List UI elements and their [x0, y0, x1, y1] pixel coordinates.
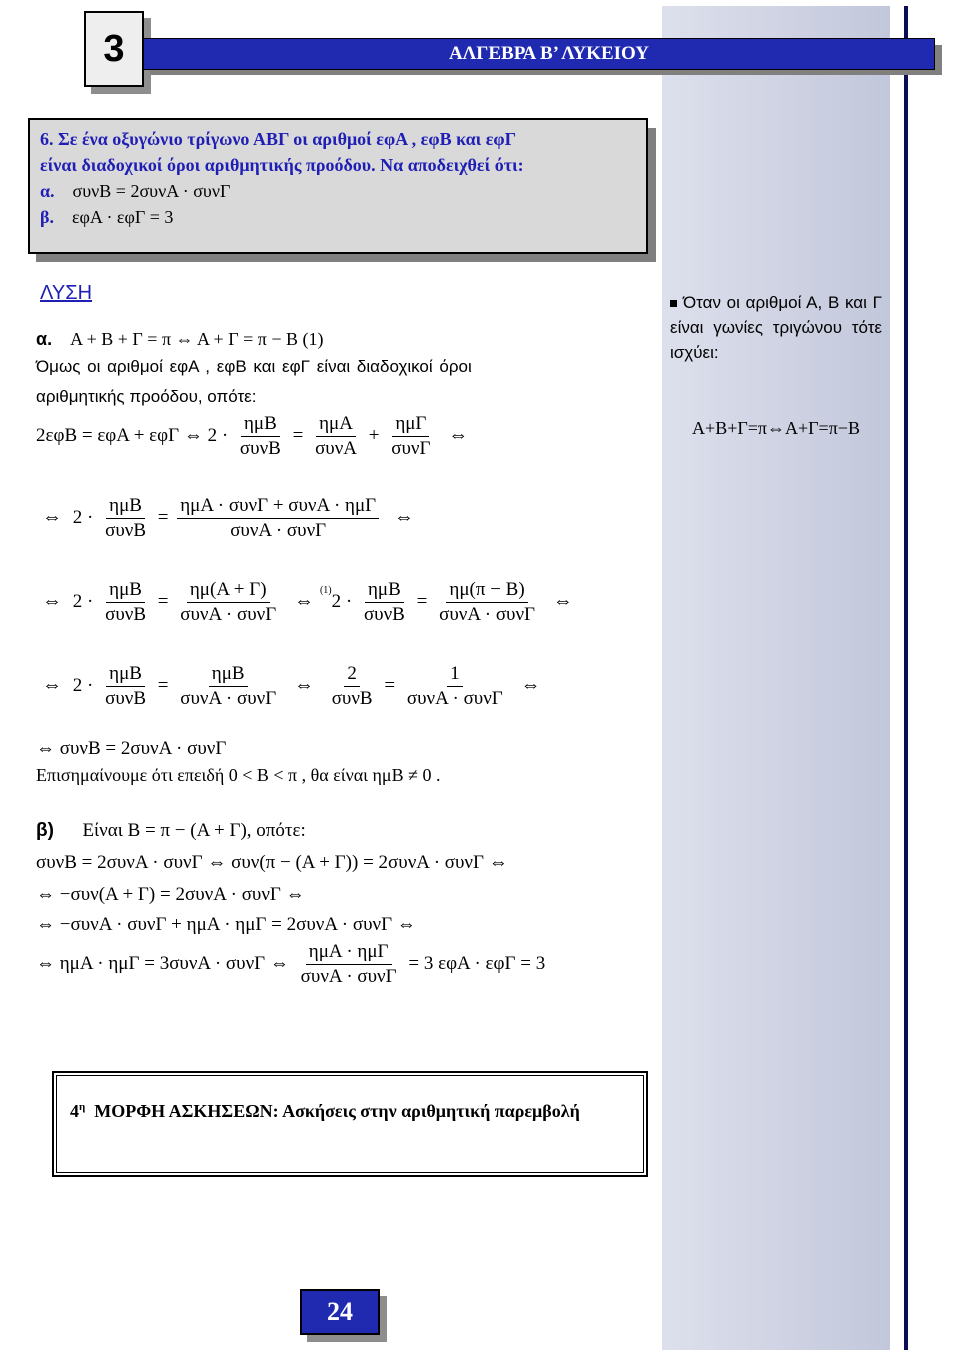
iff-arrow-icon: ⇔ — [42, 673, 62, 696]
equation-reference: (1) — [319, 584, 332, 596]
denominator: συνΑ · συνΓ — [230, 520, 327, 541]
equation-3: ⇔ 2 · ημΒ συνΒ = ημ(Α + Γ) συνΑ · συνΓ ⇔ $^{(1)}$2 · ημΒ συνΒ = ημ(π − Β) συνΑ · συνΓ ⇔ — [42, 579, 573, 625]
solution-heading: ΛΥΣΗ — [40, 282, 93, 304]
denominator: συνΑ · συνΓ — [406, 688, 503, 709]
denominator: συνΒ — [239, 438, 281, 459]
fraction — [177, 662, 279, 711]
fraction — [329, 662, 376, 711]
iff-arrow-icon: ⇔ — [552, 589, 573, 612]
numerator: ημΑ — [316, 412, 356, 437]
numerator: ημ(Α + Γ) — [187, 578, 270, 603]
denominator: συνΓ — [391, 438, 431, 459]
fraction — [388, 412, 433, 461]
part-a-eq-1: Α + Β + Γ = π ⇔ Α + Γ = π − Β (1) — [70, 329, 324, 349]
equation-1: 2εφΒ = εφΑ + εφΓ ⇔ 2 · ημΒ συνΒ = ημΑ συνΑ + ημΓ συνΓ ⇔ — [36, 413, 469, 459]
side-formula: Α+Β+Γ=π⇔Α+Γ=π−Β — [692, 418, 860, 438]
problem-a-label: α. — [40, 181, 55, 201]
denominator: συνΒ — [105, 688, 146, 709]
numerator: ημΒ — [106, 578, 145, 603]
iff-arrow-icon: ⇔ — [448, 423, 469, 446]
section-box-inner — [56, 1075, 644, 1173]
part-b-line-5-right: = 3 εφΑ · εφΓ = 3 — [408, 952, 546, 974]
fraction — [404, 662, 506, 711]
eq1-left: 2εφΒ = εφΑ + εφΓ ⇔ 2 · — [36, 424, 229, 446]
fraction — [177, 578, 279, 627]
denominator: συνΒ — [105, 520, 146, 541]
denominator: συνΑ · συνΓ — [180, 604, 277, 625]
numerator: 2 — [344, 662, 360, 687]
fraction — [102, 578, 149, 627]
side-panel — [662, 6, 890, 1350]
fraction — [298, 940, 400, 989]
numerator: ημΒ — [106, 662, 145, 687]
section-title-text: ΜΟΡΦΗ ΑΣΚΗΣΕΩΝ: Ασκήσεις στην αριθμητική παρεμβολή — [94, 1101, 580, 1121]
numerator: ημΒ — [365, 578, 404, 603]
part-a-line-1 — [36, 328, 324, 350]
fraction — [102, 662, 149, 711]
problem-line-1: 6. Σε ένα οξυγώνιο τρίγωνο ΑΒΓ οι αριθμοί εφΑ , εφΒ και εφΓ — [40, 129, 517, 149]
denominator: συνΒ — [331, 688, 373, 709]
part-a-line-2: Όμως οι αριθμοί εφΑ , εφΒ και εφΓ είναι διαδοχικοί όροι — [36, 357, 472, 376]
problem-a-formula: συνΒ = 2συνΑ · συνΓ — [72, 181, 231, 201]
part-b-line-1 — [36, 820, 306, 842]
part-b-line-3: ⇔ −συν(Α + Γ) = 2συνΑ · συνΓ ⇔ — [36, 884, 305, 905]
numerator: ημΑ · συνΓ + συνΑ · ημΓ — [177, 494, 379, 519]
numerator: ημΒ — [209, 662, 248, 687]
section-number: 4 — [70, 1101, 79, 1121]
part-a-label: α. — [36, 329, 53, 349]
iff-arrow-icon: ⇔ — [293, 589, 314, 612]
fraction — [312, 412, 360, 461]
side-note-text: Όταν οι αριθμοί Α, Β και Γ είναι γωνίες τριγώνου τότε ισχύει: — [670, 293, 882, 362]
numerator: ημΑ · ημΓ — [306, 940, 392, 965]
numerator: ημ(π − Β) — [446, 578, 527, 603]
denominator: συνΑ — [315, 438, 358, 459]
fraction — [237, 412, 284, 461]
denominator: συνΑ · συνΓ — [439, 604, 536, 625]
part-a-result: ⇔ συνΒ = 2συνΑ · συνΓ — [36, 738, 227, 759]
denominator: συνΒ — [105, 604, 146, 625]
fraction — [361, 578, 408, 627]
numerator: ημΒ — [241, 412, 280, 437]
part-a-line-3: αριθμητικής προόδου, οπότε: — [36, 387, 257, 406]
iff-arrow-icon: ⇔ — [42, 505, 62, 528]
side-rule — [904, 6, 908, 1350]
fraction — [177, 494, 379, 543]
denominator: συνΒ — [363, 604, 405, 625]
part-a-note: Επισημαίνουμε ότι επειδή 0 < Β < π , θα είναι ημΒ ≠ 0 . — [36, 765, 441, 785]
chapter-number: 3 — [84, 11, 144, 87]
part-b-line-5 — [36, 940, 545, 989]
side-note — [670, 290, 882, 365]
problem-b-label: β. — [40, 207, 54, 227]
section-sup: η — [79, 1101, 86, 1113]
denominator: συνΑ · συνΓ — [180, 688, 277, 709]
equation-2: ⇔ 2 · ημΒ συνΒ = ημΑ · συνΓ + συνΑ · ημΓ συνΑ · συνΓ ⇔ — [42, 495, 414, 541]
part-b-line-2: συνΒ = 2συνΑ · συνΓ ⇔ συν(π − (Α + Γ)) = 2συνΑ · συνΓ ⇔ — [36, 852, 508, 873]
iff-arrow-icon: ⇔ — [42, 589, 62, 612]
part-b-line-4: ⇔ −συνΑ · συνΓ + ημΑ · ημΓ = 2συνΑ · συνΓ ⇔ — [36, 914, 416, 935]
iff-arrow-icon: ⇔ — [293, 673, 314, 696]
iff-arrow-icon: ⇔ — [393, 505, 414, 528]
denominator: συνΑ · συνΓ — [300, 966, 397, 987]
bullet-icon — [670, 300, 677, 307]
numerator: 1 — [447, 662, 463, 687]
fraction — [436, 578, 538, 627]
problem-line-2: είναι διαδοχικοί όροι αριθμητικής προόδου. Να αποδειχθεί ότι: — [40, 155, 524, 175]
page-number: 24 — [300, 1289, 380, 1335]
part-b-text: Είναι Β = π − (Α + Γ), οπότε: — [82, 820, 306, 841]
fraction — [102, 494, 149, 543]
equation-4: ⇔ 2 · ημΒ συνΒ = ημΒ συνΑ · συνΓ ⇔ 2 συνΒ = 1 συνΑ · συνΓ ⇔ — [42, 663, 541, 709]
iff-arrow-icon: ⇔ — [520, 673, 541, 696]
part-b-line-5-left: ⇔ ημΑ · ημΓ = 3συνΑ · συνΓ ⇔ — [36, 952, 289, 974]
problem-box — [28, 118, 648, 254]
numerator: ημΒ — [106, 494, 145, 519]
header-title: ΑΛΓΕΒΡΑ Β’ ΛΥΚΕΙΟΥ — [143, 38, 935, 70]
part-b-label: β) — [36, 820, 54, 841]
numerator: ημΓ — [392, 412, 429, 437]
section-title — [70, 1094, 630, 1124]
problem-b-formula: εφΑ · εφΓ = 3 — [71, 207, 174, 227]
